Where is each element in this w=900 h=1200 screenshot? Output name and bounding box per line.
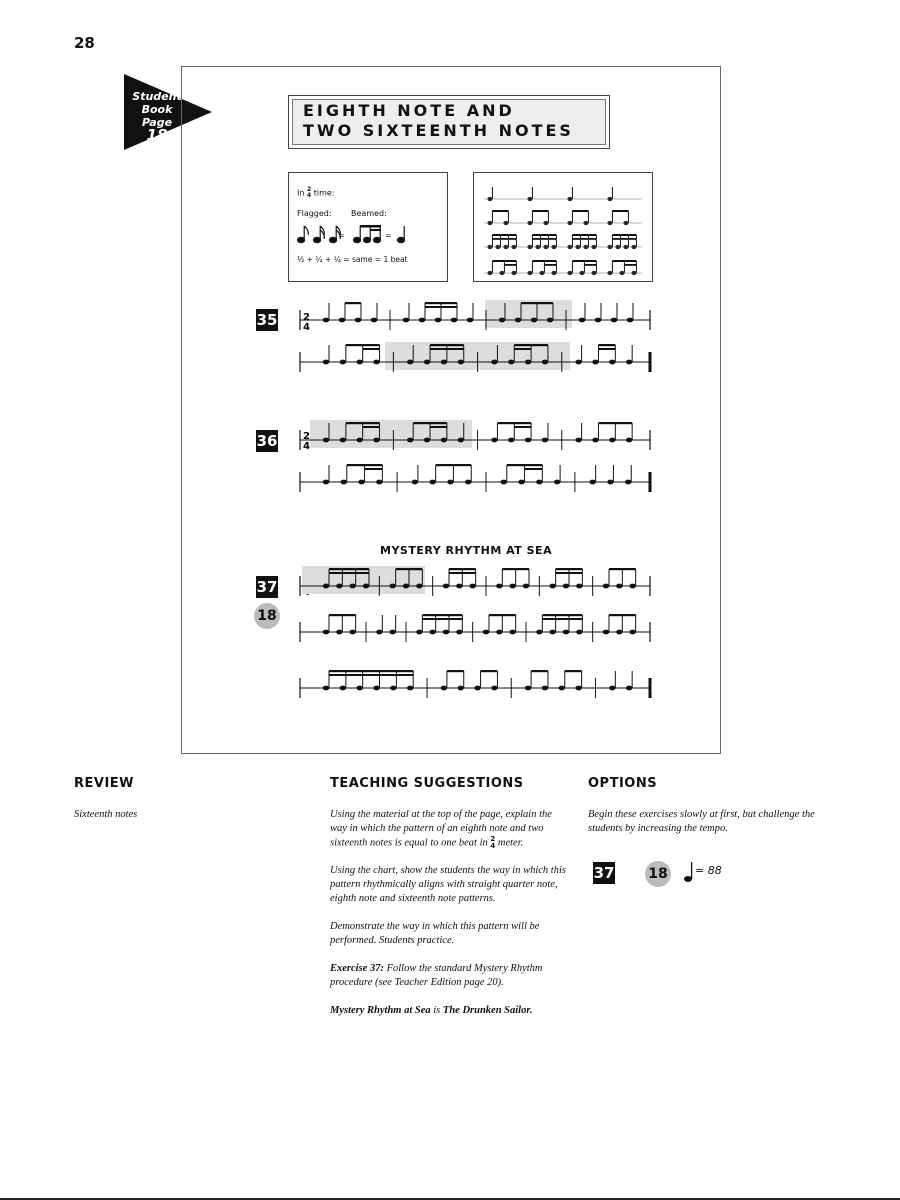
notehead: [373, 686, 379, 691]
notehead: [389, 584, 395, 589]
beam: [329, 572, 342, 574]
chart-beam: [572, 234, 596, 236]
beam: [430, 344, 447, 346]
flagged-label: Flagged:: [297, 209, 332, 218]
title-line2: TWO SIXTEENTH NOTES: [303, 121, 574, 140]
beam: [462, 572, 475, 574]
equals-sign: =: [338, 231, 345, 240]
options-exercise-number: 37: [593, 864, 615, 882]
beam: [514, 344, 531, 346]
shaded-measure: [485, 300, 572, 328]
beam: [481, 670, 498, 672]
notehead: [625, 480, 631, 485]
beam: [346, 422, 363, 424]
notehead: [575, 360, 581, 365]
chart-beam: [492, 234, 516, 236]
notehead: [629, 584, 635, 589]
chart-beam: [492, 260, 516, 262]
notehead: [491, 360, 497, 365]
beam: [345, 302, 361, 304]
equals-sign-2: =: [385, 231, 392, 240]
notehead: [603, 584, 609, 589]
tempo-marking: = 88: [695, 864, 722, 877]
notehead: [579, 318, 585, 323]
teaching-paragraph-4: [330, 962, 568, 990]
beam: [556, 568, 569, 570]
beam: [396, 670, 413, 672]
beam: [449, 614, 462, 616]
notehead: [323, 318, 329, 323]
time-signature-top-36: 2: [303, 431, 310, 442]
beam: [531, 670, 548, 672]
notehead: [429, 480, 435, 485]
beam: [342, 572, 355, 574]
beam: [430, 426, 447, 428]
notehead: [443, 584, 449, 589]
beam: [542, 618, 555, 620]
shaded-measure: [310, 420, 472, 448]
beam: [507, 464, 525, 466]
beam: [363, 344, 380, 346]
notehead: [467, 318, 473, 323]
notehead: [424, 360, 430, 365]
exercise-36-number: 36: [256, 432, 278, 450]
notehead: [443, 630, 449, 635]
beamed-label: Beamed:: [351, 209, 387, 218]
notehead: [626, 686, 632, 691]
notehead: [371, 318, 377, 323]
chart-beam: [532, 238, 556, 240]
beam: [598, 344, 615, 346]
page-title: [288, 95, 610, 149]
teaching-paragraph-1: [330, 808, 568, 850]
notehead: [595, 318, 601, 323]
notehead: [341, 480, 347, 485]
notehead: [592, 438, 598, 443]
beam: [565, 670, 582, 672]
beam: [436, 614, 449, 616]
notehead: [563, 584, 569, 589]
notehead: [373, 438, 379, 443]
notehead: [542, 686, 548, 691]
beam: [521, 302, 537, 304]
beam: [556, 618, 569, 620]
beam: [497, 422, 514, 424]
notehead: [376, 480, 382, 485]
notehead: [536, 630, 542, 635]
notehead: [407, 686, 413, 691]
notehead: [458, 360, 464, 365]
beam: [622, 568, 635, 570]
notehead: [403, 584, 409, 589]
notehead: [339, 318, 345, 323]
notehead: [456, 584, 462, 589]
chart-beam: [612, 234, 636, 236]
notehead: [340, 686, 346, 691]
beam: [346, 674, 363, 676]
notehead: [576, 584, 582, 589]
chart-beam: [544, 264, 556, 266]
notehead: [483, 630, 489, 635]
beam: [569, 568, 582, 570]
notehead: [355, 318, 361, 323]
notehead: [563, 630, 569, 635]
beam: [422, 614, 435, 616]
notation-flagged-beamed-icon: [297, 223, 427, 245]
notehead: [349, 584, 355, 589]
notehead: [616, 584, 622, 589]
notehead: [323, 686, 329, 691]
beam: [347, 464, 365, 466]
notehead: [349, 630, 355, 635]
notehead: [340, 438, 346, 443]
notehead: [451, 318, 457, 323]
beam: [542, 614, 555, 616]
time-top: 2: [306, 186, 312, 193]
notehead: [627, 318, 633, 323]
notehead: [336, 584, 342, 589]
beam: [409, 568, 422, 570]
notehead: [626, 360, 632, 365]
notehead: [501, 480, 507, 485]
teaching-p1-end: meter.: [497, 837, 524, 849]
beam: [329, 568, 342, 570]
notehead: [429, 630, 435, 635]
notehead: [474, 686, 480, 691]
notehead: [496, 630, 502, 635]
teaching-p3: Demonstrate the way in which this pattern will be performed. Students practice.: [330, 921, 540, 947]
rhythm-alignment-chart: [473, 172, 653, 282]
notehead: [549, 584, 555, 589]
beam: [380, 670, 397, 672]
notehead: [358, 480, 364, 485]
beam: [365, 468, 383, 470]
beam: [363, 674, 380, 676]
review-text: Sixteenth notes: [74, 809, 138, 820]
beam: [425, 306, 441, 308]
notehead: [576, 630, 582, 635]
notehead: [575, 438, 581, 443]
beam: [447, 344, 464, 346]
beam: [516, 568, 529, 570]
beam: [346, 344, 363, 346]
exercise-35-number: 35: [256, 311, 278, 329]
beam: [363, 670, 380, 672]
notehead: [609, 360, 615, 365]
mystery-rhythm-title: MYSTERY RHYTHM AT SEA: [380, 544, 553, 557]
notehead: [509, 630, 515, 635]
notehead: [336, 630, 342, 635]
notehead: [323, 360, 329, 365]
notehead: [525, 686, 531, 691]
beat-equation: ½ + ¼ + ¼ = same = 1 beat: [297, 255, 408, 264]
notehead: [441, 360, 447, 365]
chart-beam: [532, 210, 548, 212]
beam: [569, 572, 582, 574]
notehead: [416, 584, 422, 589]
notehead: [525, 438, 531, 443]
beam: [531, 344, 548, 346]
notehead: [547, 318, 553, 323]
beam: [396, 568, 409, 570]
teaching-paragraph-5: [330, 1004, 568, 1018]
notehead: [616, 630, 622, 635]
beam: [598, 422, 615, 424]
beam: [356, 572, 369, 574]
beam: [556, 614, 569, 616]
notehead: [407, 360, 413, 365]
beam: [363, 348, 380, 350]
beam: [441, 302, 457, 304]
notehead: [424, 438, 430, 443]
beam: [525, 464, 543, 466]
beam: [609, 568, 622, 570]
beam: [329, 674, 346, 676]
notehead: [412, 480, 418, 485]
notehead: [542, 438, 548, 443]
notehead: [626, 438, 632, 443]
teaching-p2: Using the chart, show the students the way in which this pattern rhythmically aligns with straight quarter note, eighth note and sixteenth note patterns.: [330, 865, 566, 905]
beam: [363, 422, 380, 424]
beam: [569, 614, 582, 616]
pennant-line2: Book Page: [141, 103, 173, 129]
notehead: [390, 686, 396, 691]
chart-beam: [532, 234, 556, 236]
notehead: [531, 318, 537, 323]
notehead: [491, 686, 497, 691]
notehead: [441, 438, 447, 443]
chart-beam: [624, 264, 636, 266]
beam: [502, 614, 515, 616]
notehead: [575, 686, 581, 691]
beam: [425, 302, 441, 304]
teaching-meter-top: 2: [490, 835, 496, 843]
beam: [462, 568, 475, 570]
teaching-meter-bottom: 4: [490, 842, 496, 850]
beam: [502, 568, 515, 570]
options-text: Begin these exercises slowly at first, but challenge the students by increasing the tempo.: [588, 809, 815, 834]
beam: [514, 422, 531, 424]
beam: [489, 614, 502, 616]
beam: [329, 614, 342, 616]
teaching-p5-mid: is: [433, 1005, 441, 1017]
notehead: [496, 584, 502, 589]
notehead: [373, 360, 379, 365]
chart-beam: [532, 260, 556, 262]
beam: [598, 348, 615, 350]
title-line1: EIGHTH NOTE AND: [303, 101, 515, 120]
beam: [514, 426, 531, 428]
chart-notation: [474, 173, 652, 281]
beam: [447, 670, 464, 672]
chart-beam: [492, 238, 516, 240]
notehead: [323, 480, 329, 485]
notehead: [509, 584, 515, 589]
beam: [525, 468, 543, 470]
rhythm-staves: [290, 290, 670, 710]
teaching-p5-bold2: The Drunken Sailor.: [442, 1005, 533, 1017]
notehead: [323, 584, 329, 589]
options-heading: OPTIONS: [588, 776, 658, 791]
time-signature-bottom-36: 4: [303, 441, 310, 452]
beam: [436, 618, 449, 620]
beam: [447, 348, 464, 350]
chart-beam: [612, 210, 628, 212]
time-signature-top: 2: [303, 312, 310, 323]
time-bottom: 4: [306, 192, 312, 199]
notehead: [515, 318, 521, 323]
notehead: [607, 480, 613, 485]
teaching-p4-bold: Exercise 37:: [330, 963, 384, 975]
time-prefix: In: [297, 188, 305, 198]
notehead: [407, 438, 413, 443]
notehead: [554, 480, 560, 485]
notehead: [465, 480, 471, 485]
time-line: [297, 187, 335, 199]
chart-beam: [572, 238, 596, 240]
notehead: [603, 630, 609, 635]
notehead: [376, 630, 382, 635]
teaching-suggestions-body: [330, 808, 568, 1032]
beam: [449, 618, 462, 620]
cd-track-badge: 18: [254, 603, 280, 629]
notehead: [611, 318, 617, 323]
beam: [363, 426, 380, 428]
notehead: [403, 318, 409, 323]
notehead: [389, 630, 395, 635]
notehead: [592, 360, 598, 365]
beam: [449, 568, 462, 570]
notehead: [549, 630, 555, 635]
beam: [396, 674, 413, 676]
teaching-p1: Using the material at the top of the page, explain the way in which the pattern of an eighth note and two sixteenth notes is equal to one beat in: [330, 809, 552, 849]
chart-beam: [492, 210, 508, 212]
beam: [342, 568, 355, 570]
beam: [449, 572, 462, 574]
quarter-note-icon: [683, 860, 695, 884]
chart-beam: [572, 210, 588, 212]
beam: [365, 464, 383, 466]
notehead: [536, 480, 542, 485]
notehead: [523, 584, 529, 589]
chart-beam: [612, 260, 636, 262]
chart-beam: [572, 260, 596, 262]
beam: [537, 302, 553, 304]
pennant-line1: Student: [132, 90, 182, 103]
notehead: [508, 360, 514, 365]
beam: [514, 348, 531, 350]
notehead: [499, 318, 505, 323]
review-heading: REVIEW: [74, 776, 135, 791]
notehead: [356, 438, 362, 443]
notehead: [441, 686, 447, 691]
beam: [430, 422, 447, 424]
notehead: [416, 630, 422, 635]
notehead: [458, 438, 464, 443]
notehead: [609, 686, 615, 691]
beam: [356, 568, 369, 570]
beam: [453, 464, 471, 466]
teaching-p4: Follow the standard Mystery Rhythm procedure (see Teacher Edition page 20).: [330, 963, 543, 989]
notehead: [419, 318, 425, 323]
notehead: [491, 438, 497, 443]
notehead: [356, 686, 362, 691]
page-number: 28: [74, 34, 95, 52]
beam: [422, 618, 435, 620]
notehead: [323, 438, 329, 443]
notehead: [559, 686, 565, 691]
notehead: [435, 318, 441, 323]
notehead: [356, 360, 362, 365]
beam: [342, 614, 355, 616]
time-signature-bottom: 4: [303, 322, 310, 333]
notehead: [456, 630, 462, 635]
notehead: [508, 438, 514, 443]
beam: [609, 614, 622, 616]
beam: [441, 306, 457, 308]
info-box: [288, 172, 448, 282]
notehead: [589, 480, 595, 485]
beam: [615, 422, 632, 424]
beam: [436, 464, 454, 466]
teaching-suggestions-heading: TEACHING SUGGESTIONS: [330, 776, 524, 791]
options-cd-badge: 18: [645, 861, 671, 887]
pennant-line3: 18: [146, 126, 168, 144]
chart-beam: [504, 264, 516, 266]
beam: [569, 618, 582, 620]
notehead: [629, 630, 635, 635]
notehead: [447, 480, 453, 485]
notehead: [542, 360, 548, 365]
chart-beam: [612, 238, 636, 240]
teaching-p5-bold: Mystery Rhythm at Sea: [330, 1005, 431, 1017]
beam: [622, 614, 635, 616]
notehead: [323, 630, 329, 635]
beam: [346, 670, 363, 672]
notehead: [469, 584, 475, 589]
beam: [430, 348, 447, 350]
notehead: [518, 480, 524, 485]
notehead: [525, 360, 531, 365]
beam: [413, 422, 430, 424]
beam: [329, 670, 346, 672]
notehead: [458, 686, 464, 691]
notehead: [340, 360, 346, 365]
chart-beam: [584, 264, 596, 266]
notehead: [363, 584, 369, 589]
beam: [556, 572, 569, 574]
time-suffix: time:: [313, 188, 335, 198]
exercise-37-number: 37: [256, 578, 278, 596]
beam: [380, 674, 397, 676]
notehead: [609, 438, 615, 443]
